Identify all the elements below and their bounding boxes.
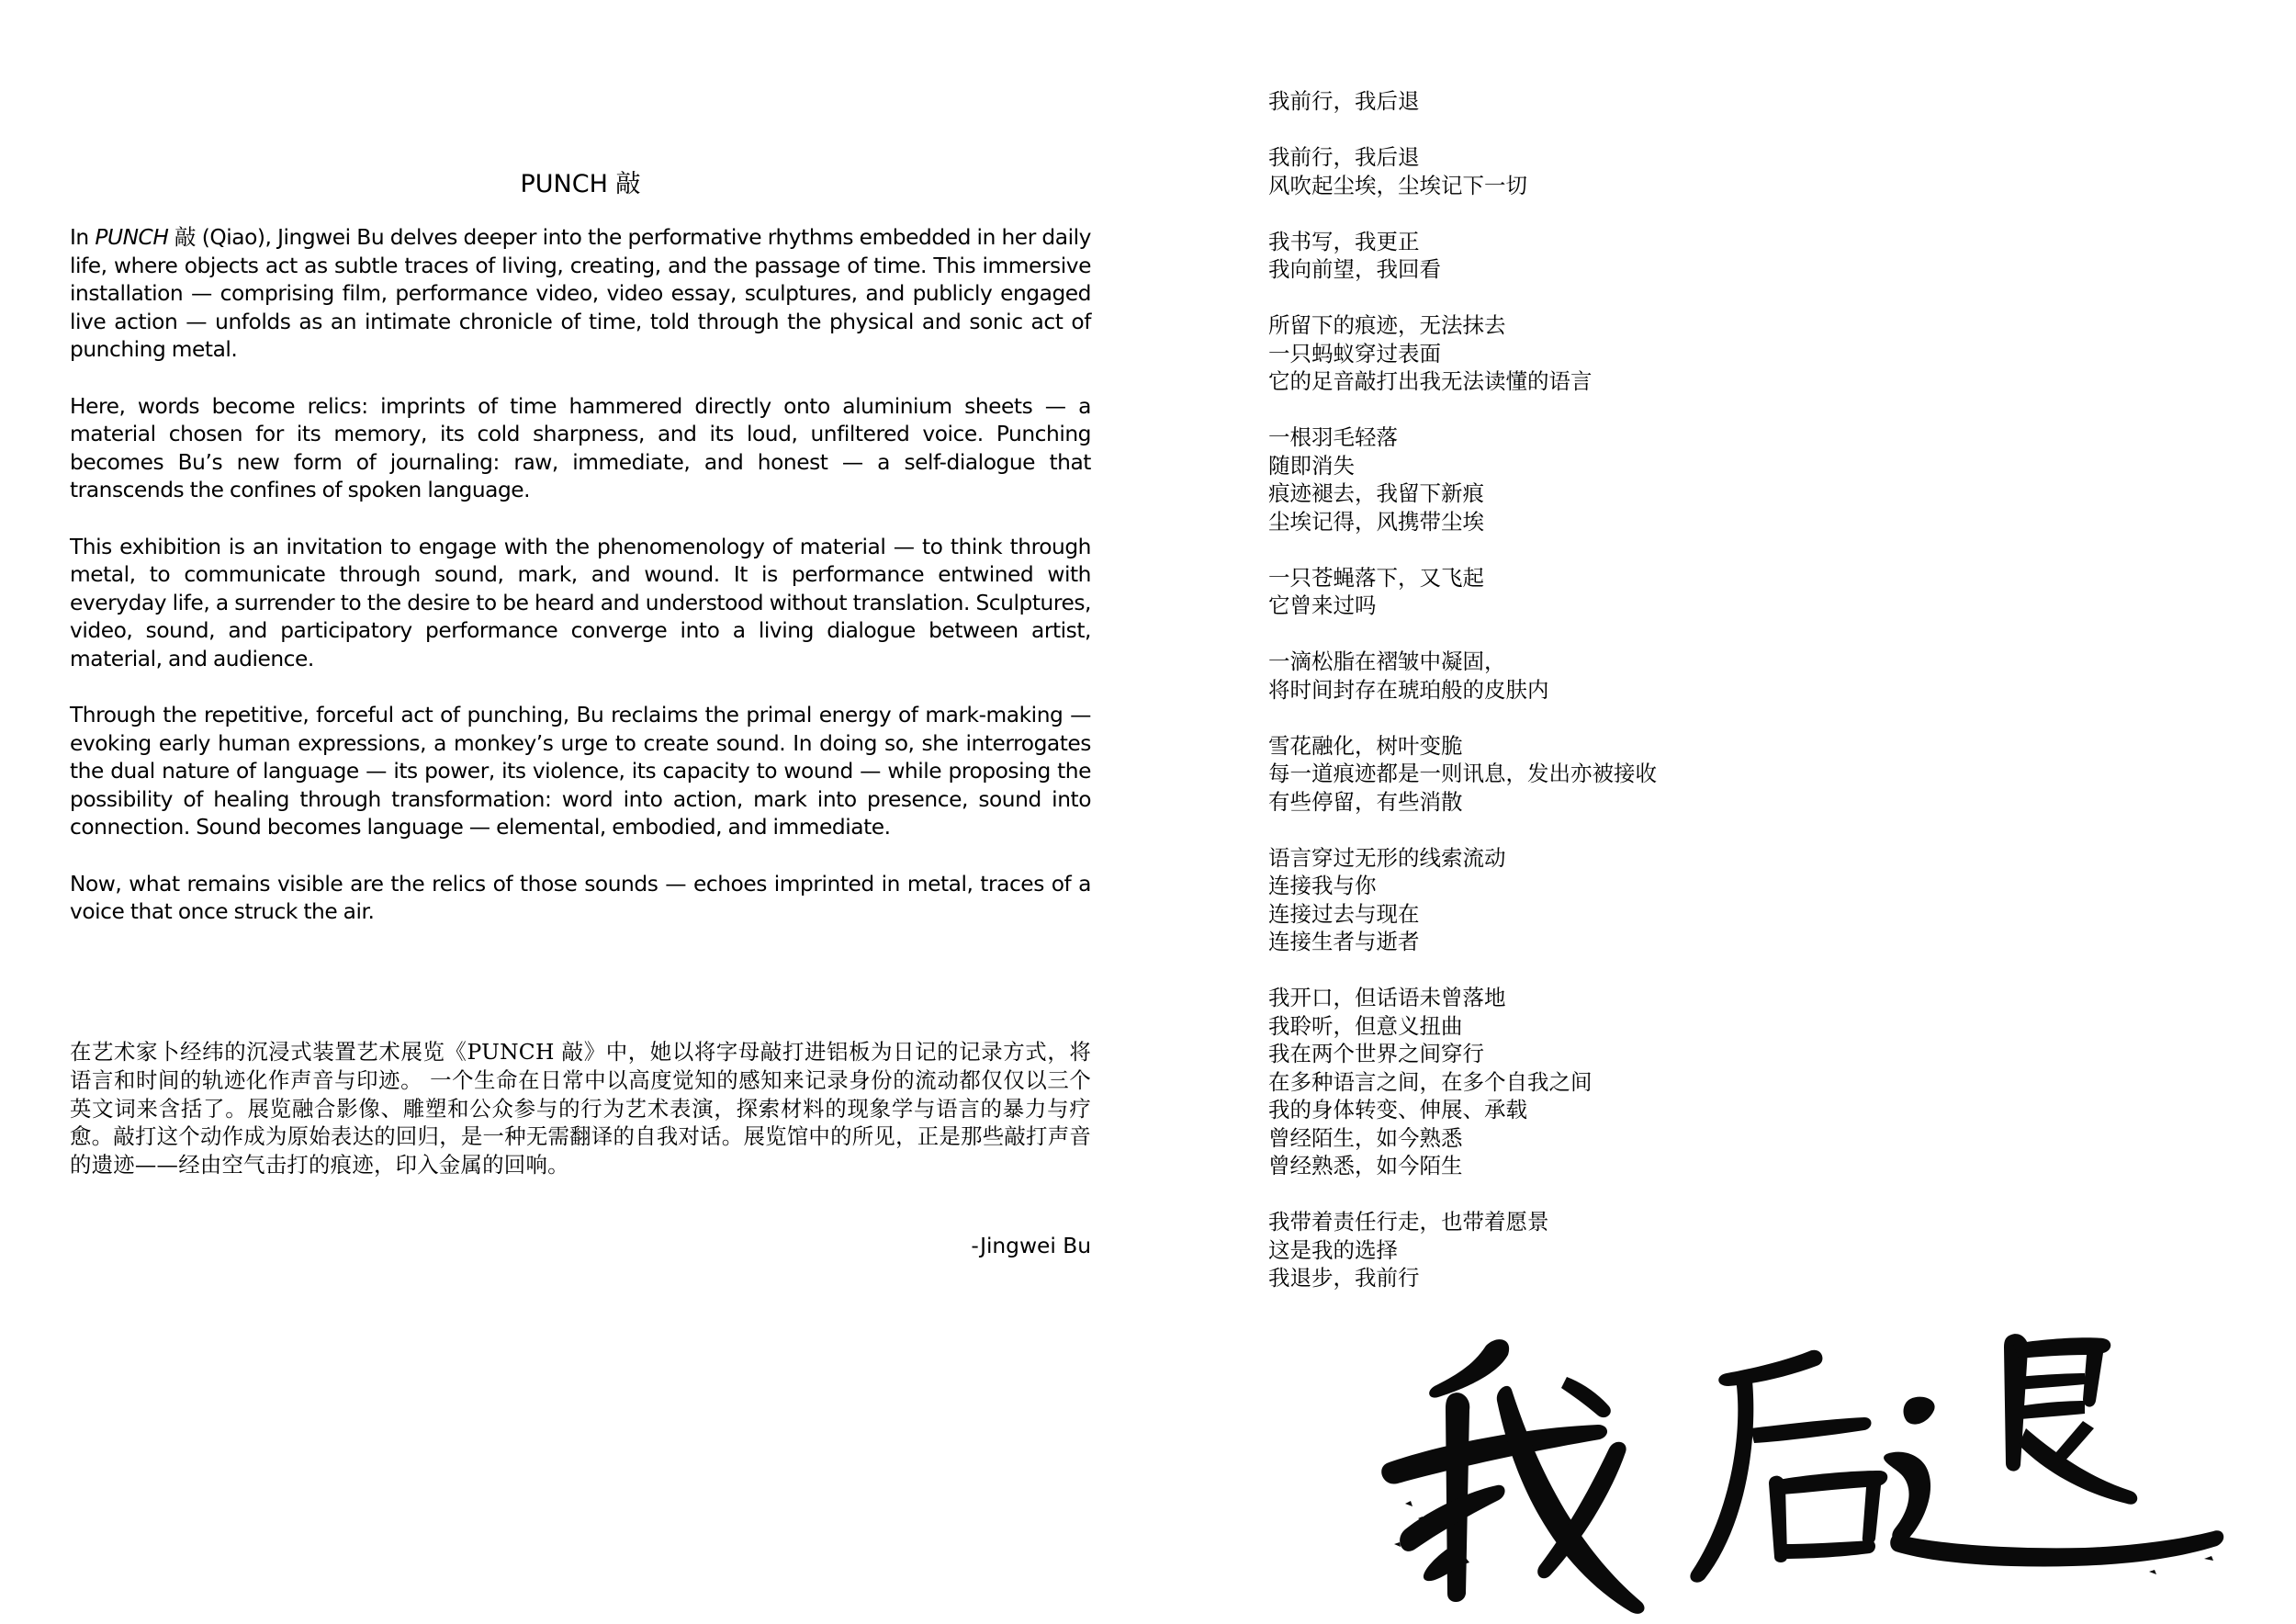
poem-line: 尘埃记得，风携带尘埃 bbox=[1268, 508, 1484, 535]
poem-stanza bbox=[1268, 1208, 1911, 1292]
poem-line: 一根羽毛轻落 bbox=[1268, 424, 1398, 450]
poem-line: 我前行，我后退 bbox=[1268, 144, 1420, 170]
poem-line: 语言穿过无形的线索流动 bbox=[1268, 844, 1506, 871]
poem-stanza bbox=[1268, 423, 1911, 536]
poem-line: 连接我与你 bbox=[1268, 873, 1377, 898]
poem-line: 曾经陌生，如今熟悉 bbox=[1268, 1124, 1463, 1151]
poem-line: 一滴松脂在褶皱中凝固， bbox=[1268, 648, 1506, 674]
brush-stroke bbox=[1890, 1530, 2223, 1566]
essay-body bbox=[70, 224, 1091, 927]
chinese-summary: 在艺术家卜经纬的沉浸式装置艺术展览《PUNCH 敲》中，她以将字母敲打进铝板为日记的记录方式，将语言和时间的轨迹化作声音与印迹。 一个生命在日常中以高度觉知的感知来记录身份的流动都仅仅以三个英文词来含括了。展览融合影像、雕塑和公众参与的行为艺术表演，探索材料的现象学与语言的暴力与疗愈。敲打这个动作成为原始表达的回归，是一种无需翻译的自我对话。展览馆中的所见，正是那些敲打声音的遗迹——经由空气击打的痕迹，印入金属的回响。 bbox=[70, 1039, 1091, 1179]
poem-line: 连接过去与现在 bbox=[1268, 900, 1420, 927]
poem-page bbox=[1148, 0, 2296, 1624]
poem-line: 我聆听，但意义扭曲 bbox=[1268, 1012, 1463, 1039]
poem-stanza bbox=[1268, 984, 1911, 1180]
poem-line: 随即消失 bbox=[1268, 452, 1355, 479]
brush-stroke bbox=[1718, 1350, 1822, 1386]
poem-line: 曾经熟悉，如今陌生 bbox=[1268, 1153, 1463, 1179]
poem-line: 每一道痕迹都是一则讯息，发出亦被接收 bbox=[1268, 761, 1657, 786]
poem-line: 这是我的选择 bbox=[1268, 1236, 1398, 1263]
poem-line: 它的足音敲打出我无法读懂的语言 bbox=[1268, 368, 1593, 394]
poem-line: 在多种语言之间，在多个自我之间 bbox=[1268, 1068, 1593, 1095]
brush-stroke bbox=[1782, 1540, 1875, 1559]
poem-stanza bbox=[1268, 228, 1911, 284]
brush-stroke bbox=[1690, 1372, 1753, 1583]
poem-line: 雪花融化，树叶变脆 bbox=[1268, 732, 1463, 759]
poem-line: 我向前望，我回看 bbox=[1268, 256, 1441, 282]
brush-stroke bbox=[2017, 1373, 2085, 1390]
essay-paragraph-5: Now, what remains visible are the relics of those sounds — echoes imprinted in metal, traces of a voice that once struck the air. bbox=[70, 871, 1091, 925]
essay-title: PUNCH 敲 bbox=[520, 170, 641, 198]
poem-stanza bbox=[1268, 732, 1911, 817]
brush-stroke bbox=[1904, 1397, 1935, 1425]
brush-stroke bbox=[1381, 1425, 1607, 1484]
poem-line: 我开口，但话语未曾落地 bbox=[1268, 985, 1506, 1010]
poem-line: 我退步，我前行 bbox=[1268, 1265, 1420, 1291]
brush-stroke bbox=[2019, 1401, 2085, 1419]
poem-line: 一只苍蝇落下，又飞起 bbox=[1268, 564, 1484, 591]
essay-paragraph-3: This exhibition is an invitation to engage with the phenomenology of material — to think through metal, to communicate through sound, mark, and wound. It is performance entwined with everyday life, a surrender to the desire to be heard and understood without translation. Sculptures, video, sound, and participatory performance converge into a living dialogue between artist, material, and audience. bbox=[70, 534, 1091, 671]
poem-line: 我带着责任行走，也带着愿景 bbox=[1268, 1209, 1549, 1235]
poem-stanza bbox=[1268, 844, 1911, 956]
poem-stanza bbox=[1268, 311, 1911, 396]
poem-line: 我在两个世界之间穿行 bbox=[1268, 1041, 1484, 1066]
poem-line: 痕迹褪去，我留下新痕 bbox=[1268, 480, 1484, 506]
brush-stroke bbox=[2013, 1337, 2110, 1406]
poem-stanza bbox=[1268, 143, 1911, 199]
essay-paragraph-2: Here, words become relics: imprints of time hammered directly onto aluminium sheets — a material chosen for its memory, its cold sharpness, and its loud, unfiltered voice. Punching becomes Bu’s new form of journaling: raw, immediate, and honest — a self-dialogue that transcends the confines of spoken language. bbox=[70, 393, 1091, 503]
poem-line: 它曾来过吗 bbox=[1268, 592, 1377, 618]
essay-intro-word: In bbox=[70, 225, 89, 250]
calligraphy-artwork bbox=[1350, 1291, 2232, 1621]
brush-stroke bbox=[1561, 1377, 1611, 1417]
poem-stanza bbox=[1268, 564, 1911, 620]
poem-stanza bbox=[1268, 87, 1911, 116]
essay-paragraph-4: Through the repetitive, forceful act of punching, Bu reclaims the primal energy of mark-making — evoking early human expressions, a monkey’s urge to create sound. In doing so, she interrogates the dual nature of language — its power, its violence, its capacity to wound — while proposing the possibility of healing through transformation: word into action, mark into presence, sound into connection. Sound becomes language — elemental, embodied, and immediate. bbox=[70, 703, 1091, 840]
essay-title-inline: PUNCH bbox=[95, 225, 169, 250]
brush-stroke bbox=[1884, 1452, 1930, 1543]
brush-stroke bbox=[2048, 1421, 2094, 1469]
poem-line: 我的身体转变、伸展、承载 bbox=[1268, 1097, 1527, 1122]
poem bbox=[1268, 87, 1911, 1320]
brush-stroke bbox=[1497, 1386, 1645, 1614]
poem-line: 连接生者与逝者 bbox=[1268, 929, 1420, 954]
brush-stroke bbox=[1778, 1471, 1887, 1545]
essay-paragraph-1-text: 敲 (Qiao), Jingwei Bu delves deeper into the performative rhythms embedded in her daily life, where objects act as subtle traces of living, creating, and the passage of time. This immersive installation — comprising film, performance video, video essay, sculptures, and publicly engaged live action — unfolds as an intimate chronicle of time, told through the physical and sonic act of punching metal. bbox=[70, 225, 1091, 363]
poem-line: 我书写，我更正 bbox=[1268, 228, 1420, 254]
brush-stroke bbox=[1429, 1339, 1509, 1397]
poem-line: 风吹起尘埃，尘埃记下一切 bbox=[1268, 172, 1527, 198]
author-signature: -Jingwei Bu bbox=[971, 1234, 1091, 1258]
poem-line: 将时间封存在琥珀般的皮肤内 bbox=[1268, 676, 1549, 703]
poem-line: 一只蚂蚁穿过表面 bbox=[1268, 340, 1441, 367]
essay-paragraph-1 bbox=[70, 224, 1091, 365]
brush-stroke bbox=[1750, 1417, 1872, 1443]
poem-line: 所留下的痕迹，无法抹去 bbox=[1268, 312, 1506, 338]
poem-stanza bbox=[1268, 648, 1911, 704]
poem-line: 有些停留，有些消散 bbox=[1268, 788, 1463, 815]
poem-line: 我前行，我后退 bbox=[1268, 88, 1420, 114]
